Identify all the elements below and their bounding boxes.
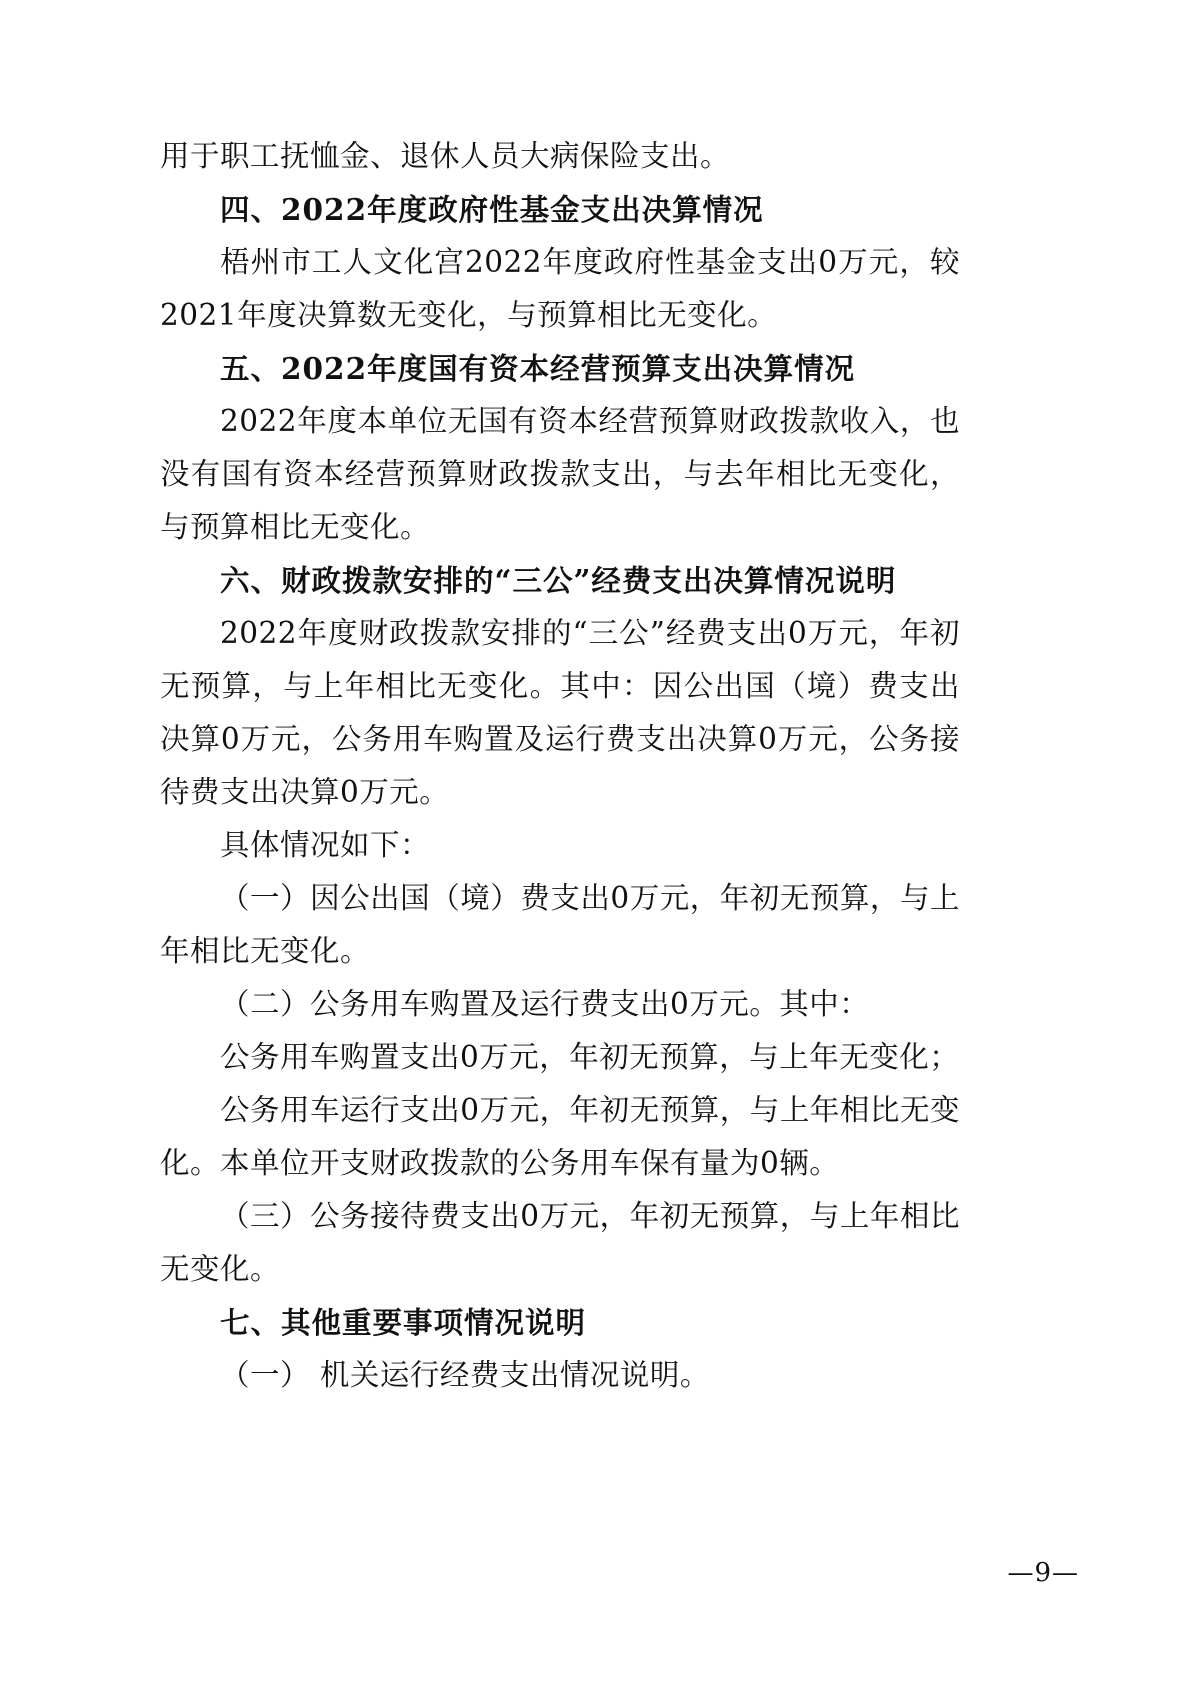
document-body xyxy=(160,130,960,1402)
paragraph-6-5: 公务用车购置支出0万元，年初无预算，与上年无变化； xyxy=(220,1040,960,1074)
section-heading-6: 六、财政拨款安排的“三公”经费支出决算情况说明 xyxy=(220,563,897,598)
paragraph-6-4: （二）公务用车购置及运行费支出0万元。其中： xyxy=(220,987,870,1021)
section-heading-4: 四、2022年度政府性基金支出决算情况 xyxy=(220,192,764,227)
paragraph-4-1: 梧州市工人文化宫2022年度政府性基金支出0万元，较2021年度决算数无变化，与预算相比无变化。 xyxy=(160,245,960,332)
paragraph-6-1: 2022年度财政拨款安排的“三公”经费支出0万元，年初无预算，与上年相比无变化。其中：因公出国（境）费支出决算0万元，公务用车购置及运行费支出决算0万元，公务接待费支出决算0万元。 xyxy=(160,616,960,809)
paragraph-5-1: 2022年度本单位无国有资本经营预算财政拨款收入，也没有国有资本经营预算财政拨款支出，与去年相比无变化，与预算相比无变化。 xyxy=(160,404,960,544)
paragraph-7-1: （一） 机关运行经费支出情况说明。 xyxy=(220,1358,710,1392)
paragraph-6-2: 具体情况如下： xyxy=(220,828,431,862)
paragraph-6-6: 公务用车运行支出0万元，年初无预算，与上年相比无变化。本单位开支财政拨款的公务用车保有量为0辆。 xyxy=(160,1093,960,1180)
paragraph-continuation: 用于职工抚恤金、退休人员大病保险支出。 xyxy=(160,139,731,173)
section-heading-5: 五、2022年度国有资本经营预算支出决算情况 xyxy=(220,351,856,386)
paragraph-6-3: （一）因公出国（境）费支出0万元，年初无预算，与上年相比无变化。 xyxy=(160,881,960,968)
page-number: —9— xyxy=(1007,1558,1079,1588)
section-heading-7: 七、其他重要事项情况说明 xyxy=(220,1305,587,1340)
paragraph-6-7: （三）公务接待费支出0万元，年初无预算，与上年相比无变化。 xyxy=(160,1199,960,1286)
